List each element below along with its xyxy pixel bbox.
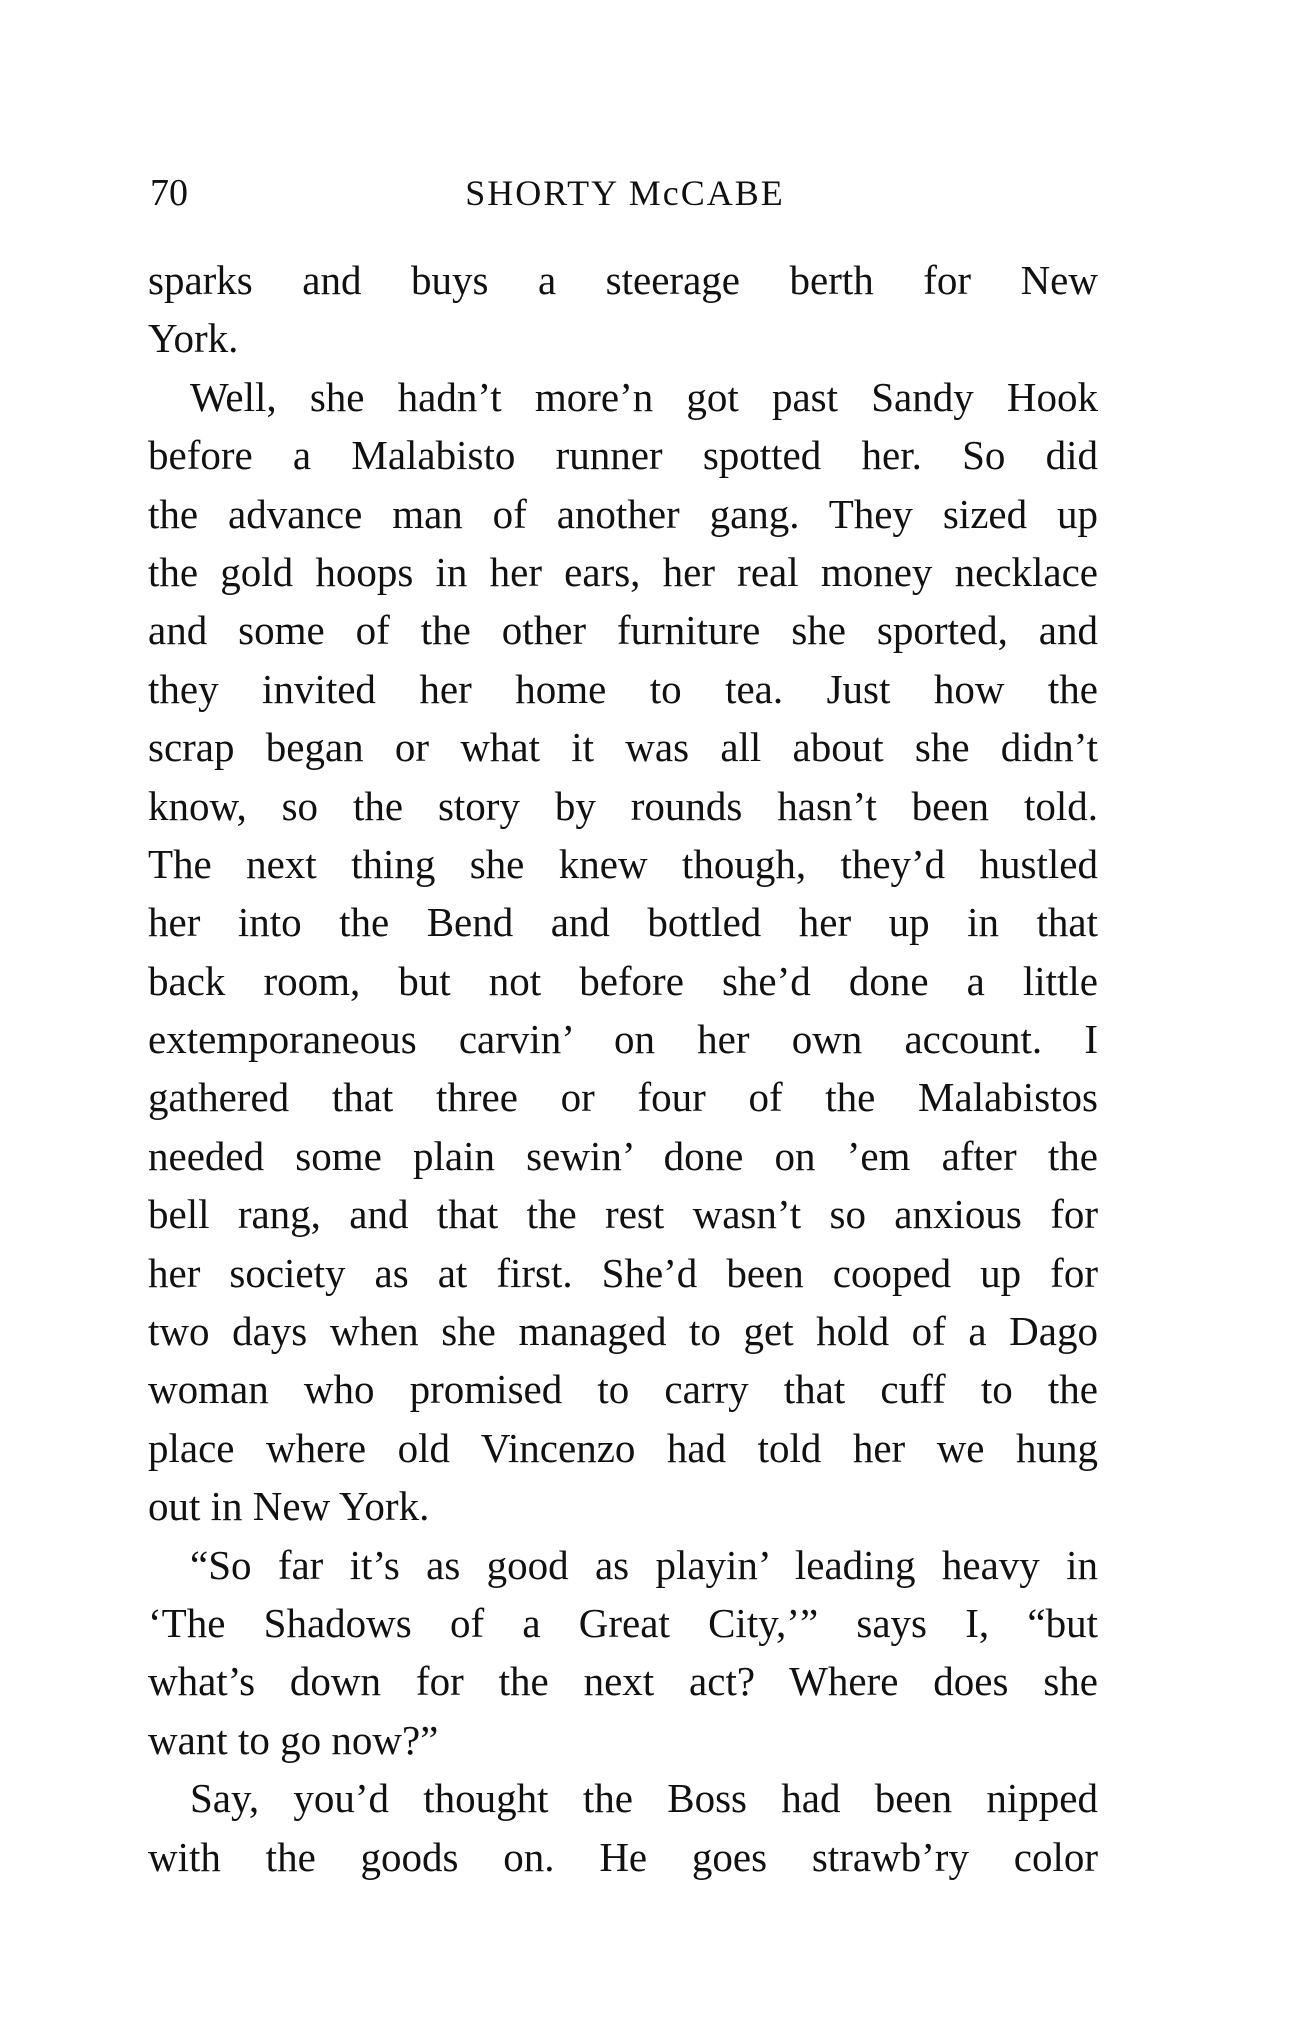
text-line: they invited her home to tea. Just how the xyxy=(148,665,1098,712)
text-line: the gold hoops in her ears, her real money necklace xyxy=(148,548,1098,595)
text-line: out in New York. xyxy=(148,1483,430,1530)
text-line: place where old Vincenzo had told her we hung xyxy=(148,1424,1098,1471)
text-line: back room, but not before she’d done a little xyxy=(148,957,1098,1004)
body-text xyxy=(148,251,1098,1886)
text-line: before a Malabisto runner spotted her. So did xyxy=(148,432,1098,479)
text-line: bell rang, and that the rest wasn’t so anxious for xyxy=(148,1191,1098,1238)
running-head: SHORTY McCABE xyxy=(465,173,785,213)
text-line: scrap began or what it was all about she didn’t xyxy=(148,724,1098,771)
text-line: York. xyxy=(148,315,239,362)
text-line: Say, you’d thought the Boss had been nipped xyxy=(190,1775,1098,1822)
text-line: “So far it’s as good as playin’ leading heavy in xyxy=(190,1541,1098,1588)
text-line: ‘The Shadows of a Great City,’” says I, “but xyxy=(148,1599,1098,1646)
text-line: and some of the other furniture she sported, and xyxy=(148,607,1098,654)
text-line: what’s down for the next act? Where does she xyxy=(148,1658,1098,1705)
text-line: gathered that three or four of the Malabistos xyxy=(148,1074,1098,1121)
text-line: needed some plain sewin’ done on ’em after the xyxy=(148,1132,1098,1179)
text-line: Well, she hadn’t more’n got past Sandy Hook xyxy=(190,373,1098,420)
text-line: her society as at first. She’d been cooped up for xyxy=(148,1249,1098,1296)
text-line: know, so the story by rounds hasn’t been told. xyxy=(148,782,1098,829)
text-line: the advance man of another gang. They sized up xyxy=(148,490,1098,537)
text-line: her into the Bend and bottled her up in that xyxy=(148,899,1098,946)
text-line: extemporaneous carvin’ on her own account. I xyxy=(148,1016,1098,1063)
text-line: The next thing she knew though, they’d hustled xyxy=(148,840,1098,887)
text-line: sparks and buys a steerage berth for New xyxy=(148,257,1098,303)
page-header xyxy=(150,168,1100,218)
page-number: 70 xyxy=(150,172,188,214)
text-line: with the goods on. He goes strawb’ry color xyxy=(148,1833,1098,1880)
text-line: two days when she managed to get hold of a Dago xyxy=(148,1308,1098,1355)
text-line: woman who promised to carry that cuff to the xyxy=(148,1366,1098,1413)
text-line: want to go now?” xyxy=(148,1716,439,1763)
